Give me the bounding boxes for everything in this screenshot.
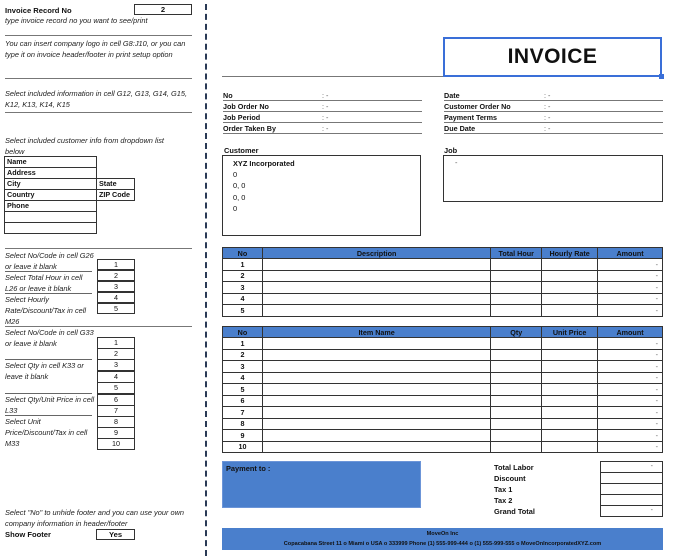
table-row: 3 - (223, 282, 663, 294)
labor-option[interactable]: 3 (97, 281, 135, 292)
item-option[interactable]: 6 (97, 394, 135, 406)
tax2-label: Tax 2 (494, 496, 513, 505)
record-hint: type invoice record no you want to see/print (5, 16, 148, 25)
item-option[interactable]: 3 (97, 359, 135, 371)
payment-box[interactable] (222, 461, 421, 508)
divider (5, 248, 192, 249)
customer-phone: 0 (233, 203, 238, 213)
table-row: 3 - (223, 361, 663, 373)
col-header-no: No (223, 248, 263, 259)
table-row: 5 - (223, 305, 663, 317)
grand-total-label: Grand Total (494, 507, 535, 516)
table-row: 10 - (223, 441, 663, 453)
footer-company-name: MoveOn Inc (426, 531, 459, 537)
customer-field-zip[interactable]: ZIP Code (96, 189, 135, 201)
table-row: 1 - (223, 259, 663, 271)
col-header-amount: Amount (598, 248, 663, 259)
show-footer-select[interactable]: Yes (96, 529, 135, 540)
customer-field-city[interactable]: City (4, 178, 97, 190)
customer-field-country[interactable]: Country (4, 189, 97, 201)
job-label: Job (444, 146, 458, 155)
divider (222, 76, 443, 77)
total-labor-value[interactable]: - (600, 461, 663, 473)
table-row: 2 - (223, 349, 663, 361)
customer-name: XYZ Incorporated (233, 159, 295, 168)
table-row: 9 - (223, 430, 663, 442)
item-option[interactable]: 1 (97, 337, 135, 349)
item-hint-tax: Select Unit Price/Discount/Tax in cell M33 (5, 417, 88, 448)
selection-handle[interactable] (659, 74, 664, 79)
customer-field-name[interactable]: Name (4, 156, 97, 168)
col-header-item-name: Item Name (262, 327, 490, 338)
table-row: 7 - (223, 407, 663, 419)
col-header-no: No (223, 327, 263, 338)
table-row: 5 - (223, 384, 663, 396)
divider (5, 112, 192, 113)
job-box[interactable] (443, 155, 663, 202)
job-value: - (455, 158, 458, 167)
info-row-date: Date : - (444, 90, 663, 101)
invoice-title[interactable]: INVOICE (443, 37, 662, 77)
labor-option[interactable]: 1 (97, 259, 135, 270)
grand-total-value[interactable]: - (600, 505, 663, 517)
table-row: 4 - (223, 293, 663, 305)
footer-company-address: Copacabana Street 11 o Miami o USA o 333999 Phone (1) 555-999-444 o (1) 555-999-555 o MoveOnIncorporatedXYZ.com (283, 541, 602, 547)
item-option[interactable]: 2 (97, 348, 135, 360)
info-row-no: No : - (223, 90, 422, 101)
footer-hint: Select "No" to unhide footer and you can use your own company information in header/footer (5, 508, 185, 528)
customer-hint: Select included customer info from dropdown list below (5, 136, 164, 156)
table-row: 8 - (223, 418, 663, 430)
info-row-payment-terms: Payment Terms : - (444, 112, 663, 123)
tax2-value[interactable] (600, 494, 663, 506)
labor-option[interactable]: 5 (97, 303, 135, 314)
info-row-job-period: Job Period : - (223, 112, 422, 123)
customer-address: 0 (233, 170, 238, 180)
record-no-label: Invoice Record No (5, 6, 72, 15)
page-break-divider (205, 4, 207, 556)
labor-option[interactable]: 2 (97, 270, 135, 281)
labor-hint-no: Select No/Code in cell G26 or leave it blank (5, 251, 94, 271)
item-hint-unit-price: Select Qty/Unit Price in cell L33 (5, 395, 95, 415)
labor-option[interactable]: 4 (97, 292, 135, 303)
item-hint-no: Select No/Code in cell G33 or leave it blank (5, 328, 94, 348)
tax1-value[interactable] (600, 483, 663, 495)
item-option[interactable]: 8 (97, 416, 135, 428)
customer-field-address[interactable]: Address (4, 167, 97, 179)
col-header-amount: Amount (598, 327, 663, 338)
divider (5, 35, 192, 36)
item-option[interactable]: 9 (97, 427, 135, 439)
customer-box[interactable] (222, 155, 421, 236)
discount-label: Discount (494, 474, 526, 483)
labor-hint-hour: Select Total Hour in cell L26 or leave it blank (5, 273, 83, 293)
table-row: 4 - (223, 372, 663, 384)
show-footer-label: Show Footer (5, 530, 51, 539)
tax1-label: Tax 1 (494, 485, 513, 494)
info-row-job-order: Job Order No : - (223, 101, 422, 112)
table-row: 1 - (223, 338, 663, 350)
table-row: 6 - (223, 395, 663, 407)
col-header-hourly-rate: Hourly Rate (542, 248, 598, 259)
item-table (222, 326, 663, 453)
info-row-order-taken-by: Order Taken By : - (223, 123, 422, 134)
customer-country-zip: 0, 0 (233, 192, 246, 202)
col-header-unit-price: Unit Price (542, 327, 598, 338)
item-option[interactable]: 5 (97, 382, 135, 394)
discount-value[interactable] (600, 472, 663, 484)
divider (5, 78, 192, 79)
customer-label: Customer (224, 146, 259, 155)
total-labor-label: Total Labor (494, 463, 534, 472)
info-row-due-date: Due Date : - (444, 123, 663, 134)
col-header-qty: Qty (491, 327, 542, 338)
record-no-input[interactable]: 2 (134, 4, 192, 15)
item-option[interactable]: 10 (97, 438, 135, 450)
col-header-description: Description (262, 248, 490, 259)
customer-field-phone[interactable]: Phone (4, 200, 97, 212)
info-row-customer-order: Customer Order No : - (444, 101, 663, 112)
labor-hint-rate: Select Hourly Rate/Discount/Tax in cell M26 (5, 295, 87, 326)
payment-label: Payment to : (226, 464, 271, 473)
company-footer[interactable] (222, 528, 663, 550)
info-hint: Select included information in cell G12, G13, G14, G15, K12, K13, K14, K15 (5, 89, 187, 109)
customer-field-state[interactable]: State (96, 178, 135, 190)
item-option[interactable]: 7 (97, 405, 135, 417)
item-hint-qty: Select Qty in cell K33 or leave it blank (5, 361, 84, 381)
col-header-total-hour: Total Hour (491, 248, 542, 259)
customer-field-empty[interactable] (4, 222, 97, 234)
customer-city-state: 0, 0 (233, 181, 246, 191)
table-row: 2 - (223, 270, 663, 282)
item-option[interactable]: 4 (97, 371, 135, 383)
logo-hint: You can insert company logo in cell G8:J10, or you can type it on invoice header/footer in print setup option (5, 39, 186, 59)
labor-table (222, 247, 663, 317)
